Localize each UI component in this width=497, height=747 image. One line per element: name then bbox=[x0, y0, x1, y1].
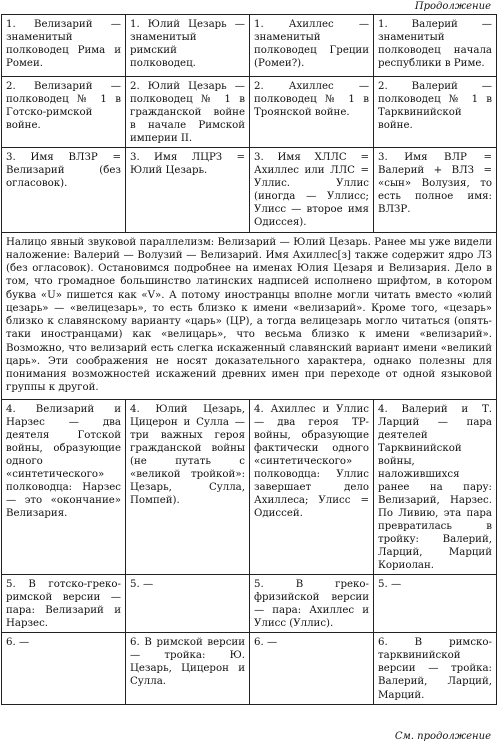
table-row bbox=[2, 633, 497, 704]
table-row bbox=[2, 15, 497, 77]
table-cell: 5. — bbox=[126, 575, 250, 633]
commentary-paragraph: Налицо явный звуковой параллелизм: Велизарий — Юлий Цезарь. Ранее мы уже видели наложение: Валерий — Волузий — Велизарий. Имя Ахиллес[з] также содержит ядро ЛЗ (без огласовок). Остановимся подробнее на именах Юлия Цезаря и Велизария. Дело в том, что громадное большинство латинских надписей исполнено шрифтом, в котором буква «U» пишется как «V». А потому иностранцы вполне могли читать вместо «юлий цезарь» — «велицезарь», то есть близко к имени «велизарий». Кроме того, «цезарь» близко к славянскому варианту «царь» (ЦР), а тогда велицезарь могло читаться (опять-таки иностранцами) как «велицарь», что весьма близко к имени «велизарий». Возможно, что велизарий есть слегка искаженный славянский вариант имени «великий царь». Эти соображения не носят доказательного характера, однако полезны для понимания возможностей искажений древних имен при переходе от одной языковой группы к другой. bbox=[2, 232, 497, 399]
table-cell: 5. В готско-греко-римской версии — пара: Велизарий и Нарзес. bbox=[2, 575, 126, 633]
table-row bbox=[2, 575, 497, 633]
table-cell: 2. Ахиллес — полководец № 1 в Троянской войне. bbox=[250, 77, 374, 148]
table-cell: 5. В греко-фризийской версии — пара: Ахиллес и Улисс (Уллис). bbox=[250, 575, 374, 633]
table-cell: 6. В римской версии — тройка: Ю. Цезарь, Цицерон и Сулла. bbox=[126, 633, 250, 704]
table-cell: 3. Имя ВЛР = Валерий + ВЛЗ = «сын» Волузия, то есть полное имя: ВЛЗР. bbox=[374, 148, 497, 232]
continuation-footer: См. продолжение bbox=[394, 731, 491, 742]
table-cell: 4. Велизарий и Нарзес — два деятеля Готской войны, образующие одного «синтетического» полководца: Нарзес — это «окончание» Велизария. bbox=[2, 399, 126, 575]
table-row bbox=[2, 399, 497, 575]
continuation-header: Продолжение bbox=[414, 1, 491, 12]
table-cell: 4. Валерий и Т. Ларций — пара деятелей Тарквинийской войны, наложившихся ранее на пару: Велизарий, Нарзес. По Ливию, эта пара превратилась в тройку: Валерий, Ларций, Марций Кориолан. bbox=[374, 399, 497, 575]
table-cell: 2. Юлий Цезарь — полководец № 1 в гражданской войне в начале Римской империи II. bbox=[126, 77, 250, 148]
table-cell: 1. Юлий Цезарь — знаменитый римский полководец. bbox=[126, 15, 250, 77]
table-row bbox=[2, 77, 497, 148]
table-cell: 4. Ахиллес и Уллис — два героя ТР-войны, образующие фактически одного «синтетического» полководца: Уллис завершает дело Ахиллеса; Улисс = Одиссей. bbox=[250, 399, 374, 575]
table-cell: 6. — bbox=[2, 633, 126, 704]
table-cell: 6. — bbox=[250, 633, 374, 704]
table-cell: 2. Велизарий — полководец № 1 в Готско-римской войне. bbox=[2, 77, 126, 148]
comparison-table bbox=[1, 14, 497, 705]
table-cell: 1. Велизарий — знаменитый полководец Рима и Ромеи. bbox=[2, 15, 126, 77]
table-cell: 1. Ахиллес — знаменитый полководец Греции (Ромеи?). bbox=[250, 15, 374, 77]
table-cell: 3. Имя ЛЦРЗ = Юлий Цезарь. bbox=[126, 148, 250, 232]
table-cell: 4. Юлий Цезарь, Цицерон и Сулла — три важных героя гражданской войны (не путать с «великой тройкой»: Цезарь, Сулла, Помпей). bbox=[126, 399, 250, 575]
table-cell: 2. Валерий — полководец № 1 в Тарквинийской войне. bbox=[374, 77, 497, 148]
table-row bbox=[2, 148, 497, 232]
table-cell: 5. — bbox=[374, 575, 497, 633]
table-cell: 6. В римско-тарквинийской версии — тройка: Валерий, Ларций, Марций. bbox=[374, 633, 497, 704]
table-cell: 3. Имя ВЛЗР = Велизарий (без огласовок). bbox=[2, 148, 126, 232]
table-cell: 3. Имя ХЛЛС = Ахиллес или ЛЛС = Уллис. Уллис (иногда — Уллисс; Улисс — второе имя Одиссея). bbox=[250, 148, 374, 232]
table-row bbox=[2, 232, 497, 399]
table-cell: 1. Валерий — знаменитый полководец начала республики в Риме. bbox=[374, 15, 497, 77]
